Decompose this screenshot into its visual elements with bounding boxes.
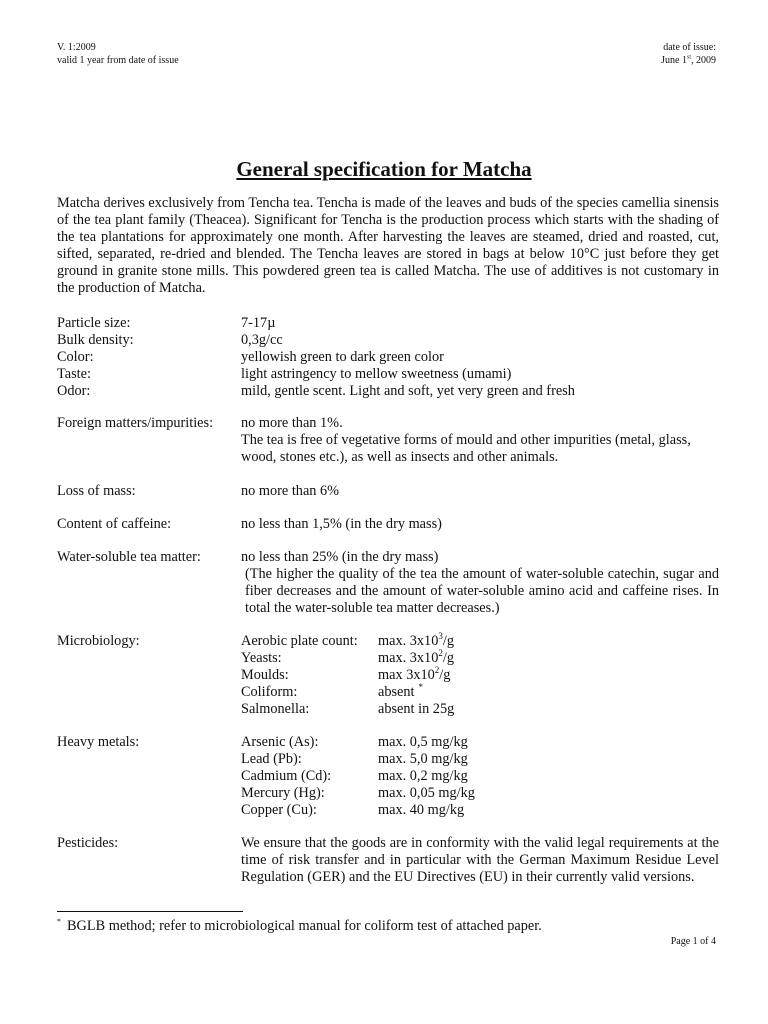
table-row: Mercury (Hg): max. 0,05 mg/kg [241,785,475,801]
caffeine-value: no less than 1,5% (in the dry mass) [241,516,442,532]
property-row: Bulk density: 0,3g/cc [57,332,283,348]
property-row: Particle size: 7-17µ [57,315,276,331]
loss-of-mass-value: no more than 6% [241,483,340,499]
footnote-reference: * [418,682,424,693]
footnote: * BGLB method; refer to microbiological manual for coliform test of attached paper. [57,917,542,934]
table-row: Aerobic plate count: max. $3x10^3/g$ [241,631,454,649]
document-title: General specification for Matcha [236,157,532,181]
document-header-left [57,41,179,67]
table-row: Coliform: absent * [241,682,424,700]
foreign-matters-value: no more than 1%. [241,415,343,431]
foreign-matters-label: Foreign matters/impurities: [57,415,214,431]
issue-date-label: date of issue: [663,42,716,53]
foreign-matters-note: The tea is free of vegetative forms of mould and other impurities (metal, glass, wood, stones etc.), as well as insects and other animals. [241,432,691,465]
properties-list [57,315,719,400]
intro-paragraph: Matcha derives exclusively from Tencha tea. Tencha is made of the leaves and buds of the species camellia sinensis of the tea plant family (Theacea). Significant for Tencha is the production process which starts with the shading of the tea plantations for approximately one month. After harvesting the leaves are steamed, dried and roasted, cut, sifted, separated, re-dried and blended. The Tencha leaves are stored in bags at below 10°C just before they get ground in granite stone mills. This powdered green tea is called Matcha. The use of additives is not customary in the production of Matcha. [57,195,719,296]
table-row: Lead (Pb): max. 5,0 mg/kg [241,751,468,767]
issue-date: June 1st, 2009 [661,54,716,66]
table-row: Arsenic (As): max. 0,5 mg/kg [241,734,468,750]
table-row: Cadmium (Cd): max. 0,2 mg/kg [241,768,468,784]
property-row: Odor: mild, gentle scent. Light and soft, yet very green and fresh [57,383,575,399]
pesticides-value: We ensure that the goods are in conformity with the valid legal requirements at the time of risk transfer and in particular with the German Maximum Residue Level Regulation (GER) and the EU Directives (EU) in their currently valid versions. [241,835,719,885]
table-row: Yeasts: max. $3x10^2/g$ [241,648,454,666]
footnote-divider [57,911,243,912]
page-number: Page 1 of 4 [670,936,716,947]
validity-label: valid 1 year from date of issue [57,55,179,66]
property-row: Taste: light astringency to mellow sweetness (umami) [57,366,512,382]
property-row: Color: yellowish green to dark green color [57,349,444,365]
table-row: Copper (Cu): max. 40 mg/kg [241,802,465,818]
heavy-metals-table [241,734,719,819]
version-label: V. 1:2009 [57,42,96,53]
water-soluble-note: (The higher the quality of the tea the amount of water-soluble catechin, sugar and fiber decreases and the amount of water-soluble amino acid and caffeine rises. In total the water-soluble tea matter decreases.) [245,566,719,616]
table-row: Salmonella: absent in 25g [241,701,455,717]
document-header-right [661,41,716,67]
water-soluble-value: no less than 25% (in the dry mass) [241,549,439,565]
microbiology-table [241,633,719,718]
table-row: Moulds: $\max 3x10^2/g$ [241,665,451,683]
